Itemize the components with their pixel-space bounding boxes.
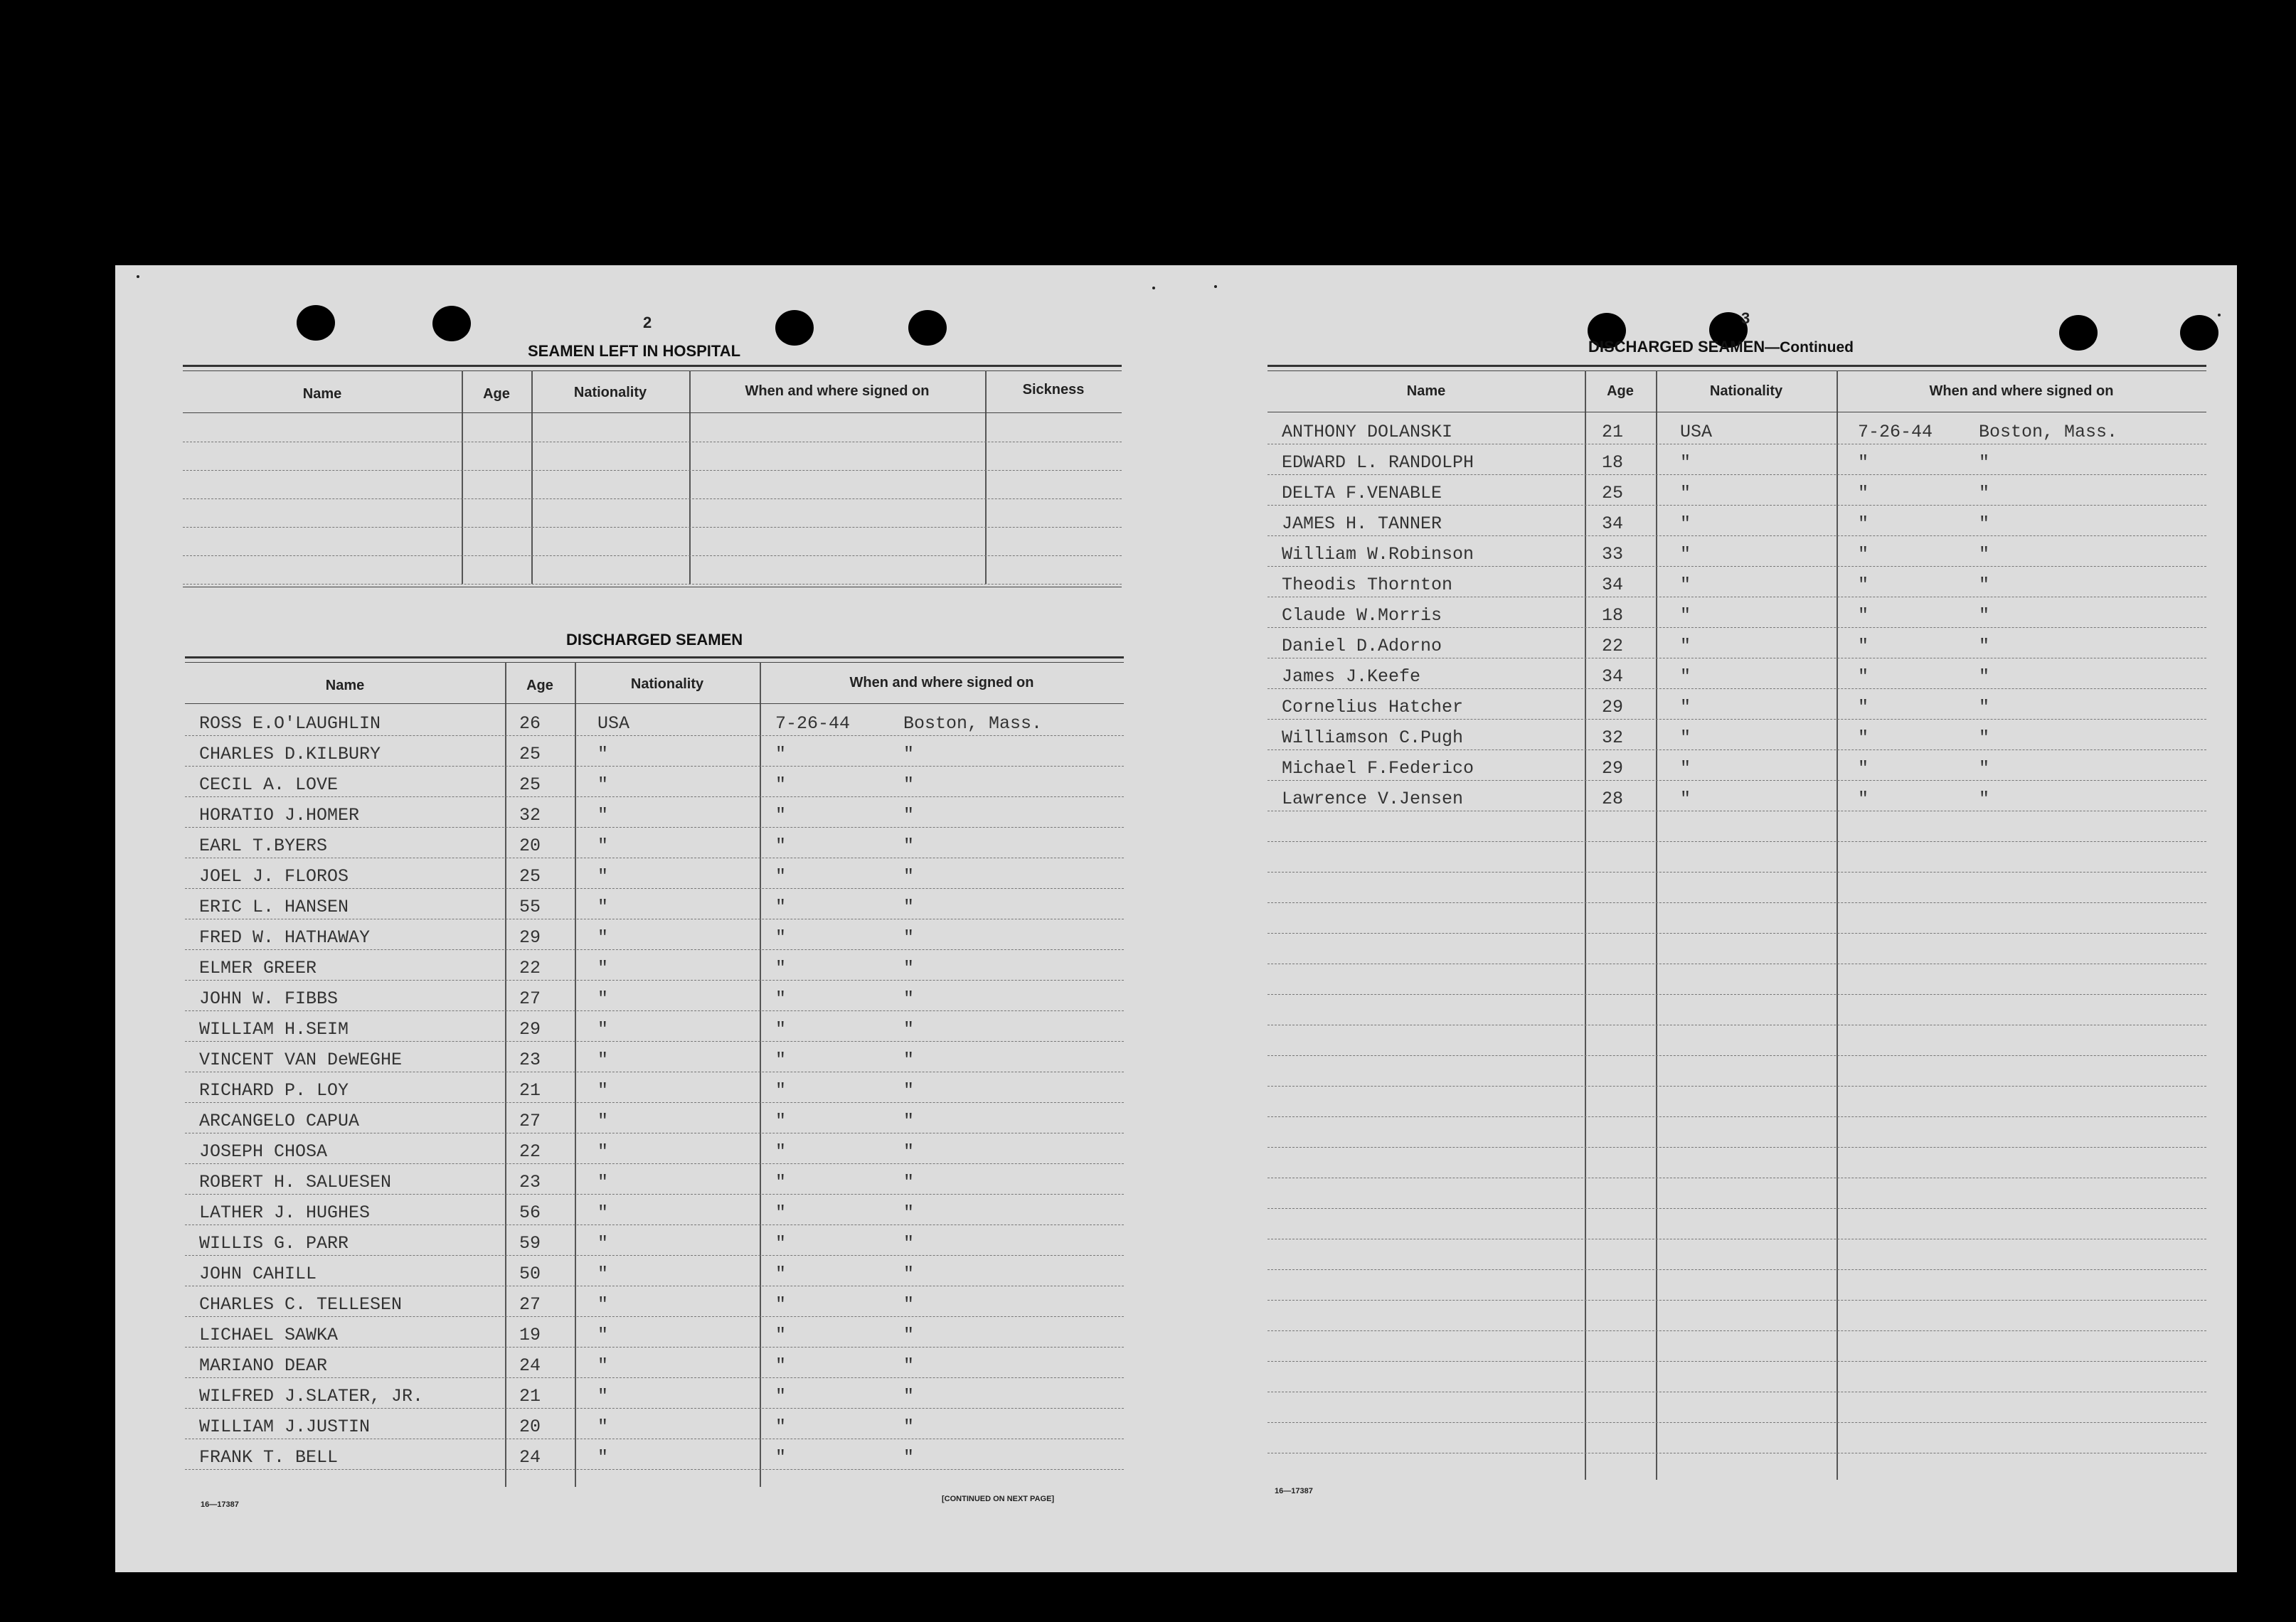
header-signed-on: When and where signed on (849, 675, 1034, 690)
cell-name: JOHN CAHILL (199, 1264, 317, 1284)
hospital-section-title: SEAMEN LEFT IN HOSPITAL (528, 342, 741, 360)
cell-nationality: " (597, 958, 609, 978)
table-row (185, 1408, 1124, 1439)
cell-nationality: " (597, 897, 609, 917)
table-row (1267, 872, 2206, 903)
cell-name: WILLIAM H.SEIM (199, 1019, 349, 1040)
cell-nationality: " (1680, 544, 1691, 565)
cell-place: " (903, 1416, 915, 1437)
cell-place: " (903, 866, 915, 887)
table-row (1267, 688, 2206, 720)
cell-date: " (775, 774, 787, 795)
cell-place: " (903, 805, 915, 826)
table-row (185, 888, 1124, 919)
cell-date: " (775, 744, 787, 764)
cell-age: 24 (519, 1447, 541, 1468)
table-row (1267, 933, 2206, 964)
cell-age: 22 (519, 958, 541, 978)
cell-name: Theodis Thornton (1282, 575, 1453, 595)
cell-age: 33 (1602, 544, 1624, 565)
cell-age: 22 (1602, 636, 1624, 656)
cell-date: " (775, 1080, 787, 1101)
table-row (185, 1041, 1124, 1072)
cell-nationality: " (597, 1080, 609, 1101)
table-row (1267, 1330, 2206, 1362)
table-row (185, 1316, 1124, 1348)
cell-nationality: " (597, 1202, 609, 1223)
cell-place: " (1979, 758, 1990, 779)
cell-age: 25 (519, 774, 541, 795)
cell-name: ERIC L. HANSEN (199, 897, 349, 917)
cell-date: " (775, 1386, 787, 1407)
cell-age: 29 (519, 1019, 541, 1040)
cell-nationality: " (597, 1386, 609, 1407)
table-row (185, 858, 1124, 889)
cell-nationality: " (1680, 452, 1691, 473)
header-age: Age (526, 678, 553, 693)
table-row (185, 827, 1124, 858)
table-row (185, 735, 1124, 767)
cell-age: 27 (519, 1294, 541, 1315)
cell-place: " (1979, 513, 1990, 534)
header-name: Name (325, 678, 365, 693)
cell-age: 21 (519, 1386, 541, 1407)
cell-name: MARIANO DEAR (199, 1355, 328, 1376)
table-row (185, 1163, 1124, 1195)
cell-age: 20 (519, 836, 541, 856)
section-title-suffix: —Continued (1765, 339, 1854, 356)
cell-age: 22 (519, 1141, 541, 1162)
cell-name: William W.Robinson (1282, 544, 1474, 565)
discharged-table (185, 656, 1124, 1488)
cell-nationality: " (1680, 758, 1691, 779)
cell-name: JAMES H. TANNER (1282, 513, 1442, 534)
cell-name: James J.Keefe (1282, 666, 1421, 687)
table-row (1267, 1392, 2206, 1423)
table-row (1267, 964, 2206, 995)
cell-date: " (775, 897, 787, 917)
header-sickness: Sickness (1022, 382, 1085, 398)
cell-name: ROSS E.O'LAUGHLIN (199, 713, 381, 734)
cell-date: " (775, 1416, 787, 1437)
table-row (185, 1286, 1124, 1317)
table-row (1267, 413, 2206, 444)
cell-place: " (1979, 544, 1990, 565)
cell-place: " (903, 836, 915, 856)
header-age: Age (483, 386, 510, 402)
cell-date: " (1858, 452, 1869, 473)
table-row (1267, 444, 2206, 475)
cell-name: ROBERT H. SALUESEN (199, 1172, 392, 1193)
cell-age: 25 (519, 744, 541, 764)
cell-place: " (903, 897, 915, 917)
discharged-continued-table (1267, 365, 2206, 1481)
table-row (1267, 658, 2206, 689)
cell-place: " (903, 744, 915, 764)
cell-nationality: " (597, 1050, 609, 1070)
cell-date: " (1858, 483, 1869, 503)
table-row (185, 796, 1124, 828)
header-signed-on: When and where signed on (1929, 383, 2114, 399)
cell-nationality: " (597, 836, 609, 856)
cell-date: 7-26-44 (1858, 422, 1933, 442)
left-page (115, 265, 1147, 1572)
cell-place: " (1979, 452, 1990, 473)
cell-place: " (903, 1080, 915, 1101)
cell-name: JOEL J. FLOROS (199, 866, 349, 887)
table-row (1267, 566, 2206, 597)
cell-name: JOSEPH CHOSA (199, 1141, 328, 1162)
table-row (1267, 627, 2206, 658)
cell-nationality: USA (1680, 422, 1713, 442)
cell-nationality: " (1680, 605, 1691, 626)
cell-nationality: " (597, 805, 609, 826)
header-nationality: Nationality (573, 385, 647, 400)
cell-date: " (775, 1019, 787, 1040)
table-row (185, 919, 1124, 950)
cell-age: 56 (519, 1202, 541, 1223)
cell-date: " (775, 836, 787, 856)
cell-name: EARL T.BYERS (199, 836, 328, 856)
cell-date: " (775, 1141, 787, 1162)
table-row (1267, 1300, 2206, 1331)
cell-age: 50 (519, 1264, 541, 1284)
table-row (185, 980, 1124, 1011)
cell-date: " (775, 1264, 787, 1284)
cell-name: VINCENT VAN DeWEGHE (199, 1050, 403, 1070)
cell-age: 28 (1602, 789, 1624, 809)
table-row (183, 470, 1122, 499)
cell-nationality: " (597, 1233, 609, 1254)
cell-age: 23 (519, 1050, 541, 1070)
cell-age: 25 (1602, 483, 1624, 503)
cell-name: WILFRED J.SLATER, JR. (199, 1386, 424, 1407)
cell-date: " (775, 1050, 787, 1070)
cell-date: " (775, 1325, 787, 1345)
table-row (185, 1255, 1124, 1286)
table-row (185, 1194, 1124, 1225)
form-number: 16—17387 (1275, 1487, 1313, 1495)
cell-place: " (1979, 605, 1990, 626)
cell-nationality: " (1680, 636, 1691, 656)
table-row (1267, 535, 2206, 567)
cell-date: " (1858, 727, 1869, 748)
cell-age: 19 (519, 1325, 541, 1345)
scan-speck (1214, 285, 1217, 288)
cell-place: " (903, 1233, 915, 1254)
cell-nationality: " (597, 1264, 609, 1284)
cell-date: " (1858, 544, 1869, 565)
cell-place: " (903, 1325, 915, 1345)
table-row (1267, 780, 2206, 811)
cell-nationality: " (597, 1172, 609, 1193)
cell-date: " (775, 866, 787, 887)
discharged-section-title: DISCHARGED SEAMEN (566, 631, 743, 649)
header-nationality: Nationality (1709, 383, 1783, 399)
table-row (1267, 719, 2206, 750)
cell-nationality: " (1680, 666, 1691, 687)
page-number: 2 (643, 314, 652, 331)
table-row (1267, 902, 2206, 934)
cell-nationality: " (597, 1294, 609, 1315)
table-row (183, 442, 1122, 471)
cell-place: " (1979, 666, 1990, 687)
cell-name: CHARLES D.KILBURY (199, 744, 381, 764)
cell-date: " (775, 1447, 787, 1468)
cell-name: LATHER J. HUGHES (199, 1202, 371, 1223)
cell-name: Williamson C.Pugh (1282, 727, 1464, 748)
cell-place: " (1979, 636, 1990, 656)
table-row (185, 766, 1124, 797)
cell-name: Cornelius Hatcher (1282, 697, 1464, 717)
cell-place: " (1979, 727, 1990, 748)
cell-nationality: " (1680, 727, 1691, 748)
document-sheet (115, 265, 2237, 1572)
cell-name: HORATIO J.HOMER (199, 805, 360, 826)
cell-date: " (775, 805, 787, 826)
table-row (1267, 474, 2206, 506)
cell-age: 59 (519, 1233, 541, 1254)
table-row (1267, 1086, 2206, 1117)
cell-name: CHARLES C. TELLESEN (199, 1294, 403, 1315)
cell-nationality: " (597, 988, 609, 1009)
cell-date: 7-26-44 (775, 713, 851, 734)
header-nationality: Nationality (630, 676, 704, 692)
cell-name: Daniel D.Adorno (1282, 636, 1442, 656)
cell-place: " (903, 1447, 915, 1468)
cell-date: " (775, 1355, 787, 1376)
table-row (1267, 1178, 2206, 1209)
table-row (185, 949, 1124, 981)
cell-age: 21 (1602, 422, 1624, 442)
cell-date: " (1858, 636, 1869, 656)
table-row (1267, 1147, 2206, 1178)
cell-place: Boston, Mass. (1979, 422, 2118, 442)
cell-date: " (1858, 789, 1869, 809)
discharged-continued-title (1588, 338, 1854, 356)
cell-date: " (1858, 758, 1869, 779)
cell-place: " (903, 1294, 915, 1315)
cell-name: Lawrence V.Jensen (1282, 789, 1464, 809)
cell-age: 27 (519, 988, 541, 1009)
cell-age: 18 (1602, 605, 1624, 626)
cell-date: " (775, 1111, 787, 1131)
cell-date: " (775, 1233, 787, 1254)
cell-name: FRED W. HATHAWAY (199, 927, 371, 948)
cell-age: 29 (1602, 758, 1624, 779)
cell-date: " (1858, 575, 1869, 595)
cell-nationality: USA (597, 713, 630, 734)
cell-age: 34 (1602, 513, 1624, 534)
table-row (1267, 1269, 2206, 1301)
cell-nationality: " (597, 1447, 609, 1468)
cell-place: " (903, 1264, 915, 1284)
cell-name: CECIL A. LOVE (199, 774, 339, 795)
header-signed-on: When and where signed on (745, 383, 930, 399)
cell-place: " (903, 1172, 915, 1193)
table-row (1267, 1361, 2206, 1392)
cell-age: 20 (519, 1416, 541, 1437)
scan-speck (1152, 287, 1155, 289)
cell-date: " (775, 958, 787, 978)
cell-date: " (1858, 605, 1869, 626)
table-row (183, 555, 1122, 585)
cell-age: 27 (519, 1111, 541, 1131)
cell-place: " (903, 958, 915, 978)
table-row (185, 1347, 1124, 1378)
table-row (1267, 811, 2206, 842)
cell-age: 18 (1602, 452, 1624, 473)
cell-name: Claude W.Morris (1282, 605, 1442, 626)
table-row (185, 1133, 1124, 1164)
table-row (1267, 505, 2206, 536)
cell-place: " (903, 988, 915, 1009)
cell-place: " (903, 927, 915, 948)
cell-place: " (1979, 697, 1990, 717)
cell-nationality: " (1680, 575, 1691, 595)
table-row (183, 498, 1122, 528)
table-row (1267, 1208, 2206, 1239)
cell-date: " (1858, 666, 1869, 687)
cell-place: " (903, 774, 915, 795)
cell-place: " (1979, 575, 1990, 595)
cell-name: WILLIS G. PARR (199, 1233, 349, 1254)
table-row (1267, 1422, 2206, 1453)
cell-name: RICHARD P. LOY (199, 1080, 349, 1101)
cell-name: FRANK T. BELL (199, 1447, 339, 1468)
cell-age: 55 (519, 897, 541, 917)
page-number: 3 (1741, 309, 1750, 327)
header-age: Age (1607, 383, 1634, 399)
table-row (185, 1102, 1124, 1133)
table-row (1267, 1239, 2206, 1270)
cell-age: 21 (519, 1080, 541, 1101)
cell-age: 29 (1602, 697, 1624, 717)
cell-place: " (903, 1355, 915, 1376)
cell-place: " (903, 1111, 915, 1131)
cell-name: Michael F.Federico (1282, 758, 1474, 779)
cell-nationality: " (597, 1325, 609, 1345)
cell-nationality: " (1680, 513, 1691, 534)
cell-age: 32 (519, 805, 541, 826)
cell-nationality: " (597, 774, 609, 795)
table-row (185, 1224, 1124, 1256)
scan-speck (2218, 314, 2221, 316)
cell-nationality: " (1680, 483, 1691, 503)
cell-age: 26 (519, 713, 541, 734)
cell-name: JOHN W. FIBBS (199, 988, 339, 1009)
cell-place: " (903, 1202, 915, 1223)
section-title-text: DISCHARGED SEAMEN (1588, 338, 1765, 356)
cell-name: ARCANGELO CAPUA (199, 1111, 360, 1131)
table-row (185, 1377, 1124, 1409)
table-row (183, 413, 1122, 442)
cell-date: " (775, 927, 787, 948)
cell-name: DELTA F.VENABLE (1282, 483, 1442, 503)
cell-name: ANTHONY DOLANSKI (1282, 422, 1453, 442)
cell-nationality: " (597, 927, 609, 948)
cell-place: Boston, Mass. (903, 713, 1043, 734)
table-row (1267, 1055, 2206, 1087)
cell-date: " (775, 1202, 787, 1223)
table-row (185, 1439, 1124, 1470)
table-row (1267, 841, 2206, 873)
cell-date: " (775, 1172, 787, 1193)
cell-nationality: " (597, 1416, 609, 1437)
cell-place: " (903, 1386, 915, 1407)
table-row (185, 1072, 1124, 1103)
form-number: 16—17387 (201, 1500, 239, 1509)
cell-age: 25 (519, 866, 541, 887)
table-row (183, 527, 1122, 556)
cell-nationality: " (597, 1111, 609, 1131)
scan-speck (137, 275, 139, 278)
cell-name: WILLIAM J.JUSTIN (199, 1416, 371, 1437)
cell-date: " (775, 1294, 787, 1315)
cell-nationality: " (1680, 789, 1691, 809)
cell-nationality: " (597, 1019, 609, 1040)
table-row (1267, 1025, 2206, 1056)
cell-age: 29 (519, 927, 541, 948)
cell-date: " (1858, 513, 1869, 534)
cell-place: " (1979, 789, 1990, 809)
cell-age: 34 (1602, 575, 1624, 595)
cell-nationality: " (597, 744, 609, 764)
table-row (1267, 749, 2206, 781)
continued-note: [CONTINUED ON NEXT PAGE] (942, 1495, 1055, 1503)
cell-name: EDWARD L. RANDOLPH (1282, 452, 1474, 473)
hospital-table (183, 365, 1122, 589)
cell-age: 32 (1602, 727, 1624, 748)
table-row (185, 1010, 1124, 1042)
header-name: Name (302, 386, 342, 402)
cell-age: 23 (519, 1172, 541, 1193)
table-row (1267, 994, 2206, 1025)
cell-name: ELMER GREER (199, 958, 317, 978)
cell-age: 24 (519, 1355, 541, 1376)
cell-date: " (775, 988, 787, 1009)
cell-date: " (1858, 697, 1869, 717)
cell-name: LICHAEL SAWKA (199, 1325, 339, 1345)
cell-place: " (903, 1019, 915, 1040)
cell-nationality: " (1680, 697, 1691, 717)
table-row (1267, 597, 2206, 628)
cell-place: " (903, 1050, 915, 1070)
cell-place: " (1979, 483, 1990, 503)
cell-age: 34 (1602, 666, 1624, 687)
table-row (1267, 1116, 2206, 1148)
right-page (1182, 265, 2237, 1572)
cell-nationality: " (597, 1355, 609, 1376)
header-name: Name (1406, 383, 1446, 399)
cell-nationality: " (597, 1141, 609, 1162)
table-row (185, 705, 1124, 736)
cell-nationality: " (597, 866, 609, 887)
cell-place: " (903, 1141, 915, 1162)
